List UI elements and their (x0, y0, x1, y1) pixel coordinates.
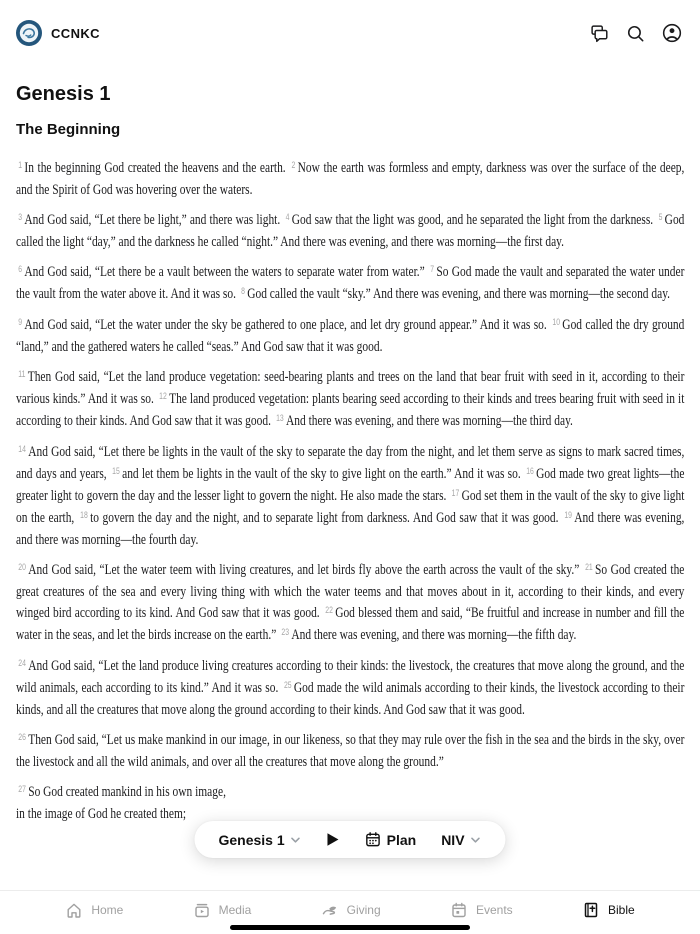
verse-number: 25 (283, 680, 292, 690)
verse-number: 22 (325, 605, 333, 615)
passage-paragraph (16, 315, 684, 358)
section-heading: The Beginning (16, 121, 121, 138)
verse-number: 9 (18, 317, 23, 327)
verse-number: 7 (430, 264, 435, 274)
verse-text: Now the earth was formless and empty, darkness was over the surface of the deep, and the Spirit of God was hovering over the waters. (16, 160, 685, 198)
verse-number: 13 (276, 413, 284, 423)
plan-button[interactable] (365, 831, 417, 848)
profile-button[interactable] (660, 21, 684, 45)
nav-item-giving[interactable] (317, 899, 385, 921)
verse-number: 1 (18, 160, 23, 170)
verse-number: 4 (285, 212, 290, 222)
chat-button[interactable] (588, 22, 611, 45)
verse-text: God made the wild animals according to their kinds, the livestock according to their kinds, and all the creatures that move along the ground according to their kinds. And God saw that it was good. (16, 680, 685, 718)
verse-text: Then God said, “Let us make mankind in our image, in our likeness, so that they may rule over the fish in the sea and the birds in the sky, over the livestock and all the wild animals, and over all the creatures that move along the ground.” (16, 732, 685, 770)
verse-number: 5 (658, 212, 663, 222)
brand-logo-icon (16, 20, 42, 46)
events-icon (450, 901, 468, 919)
verse-number: 16 (526, 466, 534, 476)
header-actions (588, 21, 684, 45)
nav-item-home[interactable] (61, 899, 127, 921)
verse-text: And God said, “Let the water teem with living creatures, and let birds fly above the earth across the vault of the sky.” (28, 562, 580, 578)
chat-icon (590, 24, 609, 43)
search-icon (626, 24, 645, 43)
verse-text: God set them in the vault of the sky to give light on the earth, (16, 488, 685, 526)
verse-text: God called the light “day,” and the darkness he called “night.” And there was evening, and there was morning—the first day. (16, 212, 685, 250)
passage-poetry-paragraph (16, 782, 684, 825)
verse-text: And God said, “Let the water under the sky be gathered to one place, and let dry ground appear.” And it was so. (24, 317, 547, 333)
verse-number: 12 (159, 391, 167, 401)
nav-label-bible: Bible (607, 902, 635, 917)
calendar-icon (365, 831, 382, 848)
play-icon (327, 832, 340, 847)
chevron-down-icon (470, 834, 482, 846)
verse-text: The land produced vegetation: plants bearing seed according to their kinds and trees bearing fruit with seed in it according to their kinds. And God saw that it was good. (16, 391, 685, 429)
passage-paragraph (16, 442, 684, 551)
verse-text: In the beginning God created the heavens and the earth. (24, 160, 286, 176)
nav-label-giving: Giving (346, 902, 381, 917)
chapter-selector[interactable] (218, 832, 301, 848)
translation-label: NIV (441, 831, 465, 848)
giving-icon (321, 901, 339, 919)
verse-text: Then God said, “Let the land produce vegetation: seed-bearing plants and trees on the land that bear fruit with seed in it, according to their various kinds.” And it was so. (16, 369, 685, 407)
passage-paragraph (16, 730, 684, 773)
verse-number: 27 (18, 784, 26, 794)
reader-bar (194, 821, 505, 858)
verse-number: 17 (451, 488, 460, 498)
verse-text: God called the vault “sky.” And there was evening, and there was morning—the second day. (247, 286, 671, 302)
verse-number: 2 (291, 160, 296, 170)
passage-paragraph (16, 560, 684, 647)
profile-icon (662, 23, 682, 43)
verse-text: So God created the great creatures of the sea and every living thing with which the water teems and that moves about in it, according to their kinds, and every winged bird according to its kind. And God saw that it was good. (16, 562, 685, 621)
verse-number: 26 (18, 732, 26, 742)
verse-text: And God said, “Let there be light,” and there was light. (24, 212, 281, 228)
home-indicator[interactable] (230, 925, 470, 930)
verse-number: 23 (281, 627, 290, 637)
nav-label-events: Events (475, 902, 513, 917)
verse-text: So God created mankind in his own image, (28, 784, 226, 800)
passage-paragraph (16, 262, 684, 306)
verse-text: And God said, “Let there be a vault between the waters to separate water from water.” (24, 264, 425, 280)
verse-number: 10 (552, 317, 561, 327)
passage-paragraph (16, 367, 684, 433)
page-title: Genesis 1 (16, 83, 111, 105)
app-header (0, 0, 700, 66)
verse-number: 19 (564, 510, 572, 520)
verse-text: God blessed them and said, “Be fruitful and increase in number and fill the water in the seas, and let the birds increase on the earth.” (16, 605, 685, 643)
brand-name: CCNKC (51, 25, 100, 41)
plan-label: Plan (386, 831, 417, 848)
verse-text: And God said, “Let there be lights in the vault of the sky to separate the day from the night, and let them serve as signs to mark sacred times, and days and years, (16, 444, 685, 482)
verse-number: 20 (18, 562, 26, 572)
verse-text: in the image of God he created them; (16, 806, 187, 822)
verse-number: 14 (18, 444, 26, 454)
passage-paragraph (16, 158, 684, 201)
verse-text: God saw that the light was good, and he separated the light from the darkness. (291, 212, 654, 228)
nav-item-media[interactable] (189, 899, 256, 921)
verse-number: 21 (585, 562, 593, 572)
passage-paragraph (16, 210, 684, 253)
bible-icon (582, 901, 600, 919)
verse-text: And there was evening, and there was morning—the third day. (286, 413, 573, 429)
chevron-down-icon (290, 834, 302, 846)
translation-selector[interactable] (441, 832, 481, 848)
verse-number: 8 (241, 286, 245, 296)
verse-text: God called the dry ground “land,” and the gathered waters he called “seas.” And God saw that it was good. (16, 317, 685, 355)
nav-item-events[interactable] (446, 899, 517, 921)
verse-text: to govern the day and the night, and to separate light from darkness. And God saw that it was good. (90, 510, 559, 526)
nav-label-home: Home (91, 902, 124, 917)
nav-label-media: Media (218, 902, 252, 917)
verse-text: And there was evening, and there was morning—the fourth day. (16, 510, 685, 548)
verse-number: 6 (18, 264, 23, 274)
verse-number: 18 (80, 510, 88, 520)
verse-number: 24 (18, 658, 26, 668)
audio-play-button[interactable] (327, 832, 340, 847)
passage-paragraph (16, 656, 684, 721)
home-icon (65, 901, 83, 919)
brand[interactable] (16, 20, 100, 46)
verse-number: 11 (18, 369, 26, 379)
verse-text: God made two great lights—the greater light to govern the day and the lesser light to govern the night. He also made the stars. (16, 466, 685, 504)
verse-text: And there was evening, and there was morning—the fifth day. (291, 627, 577, 643)
verse-text: And God said, “Let the land produce living creatures according to their kinds: the livestock, the creatures that move along the ground, and the wild animals, each according to its kind.” And it was so. (16, 658, 685, 696)
verse-number: 15 (112, 466, 120, 476)
verse-text: So God made the vault and separated the water under the vault from the water above it. And it was so. (16, 264, 685, 302)
verse-number: 3 (18, 212, 23, 222)
passage (16, 158, 684, 825)
chapter-selector-label: Genesis 1 (218, 831, 285, 848)
nav-item-bible[interactable] (578, 899, 639, 921)
verse-text: and let them be lights in the vault of the sky to give light on the earth.” And it was so. (122, 466, 521, 482)
search-button[interactable] (624, 22, 647, 45)
scripture-reader (16, 66, 684, 834)
media-icon (193, 901, 211, 919)
